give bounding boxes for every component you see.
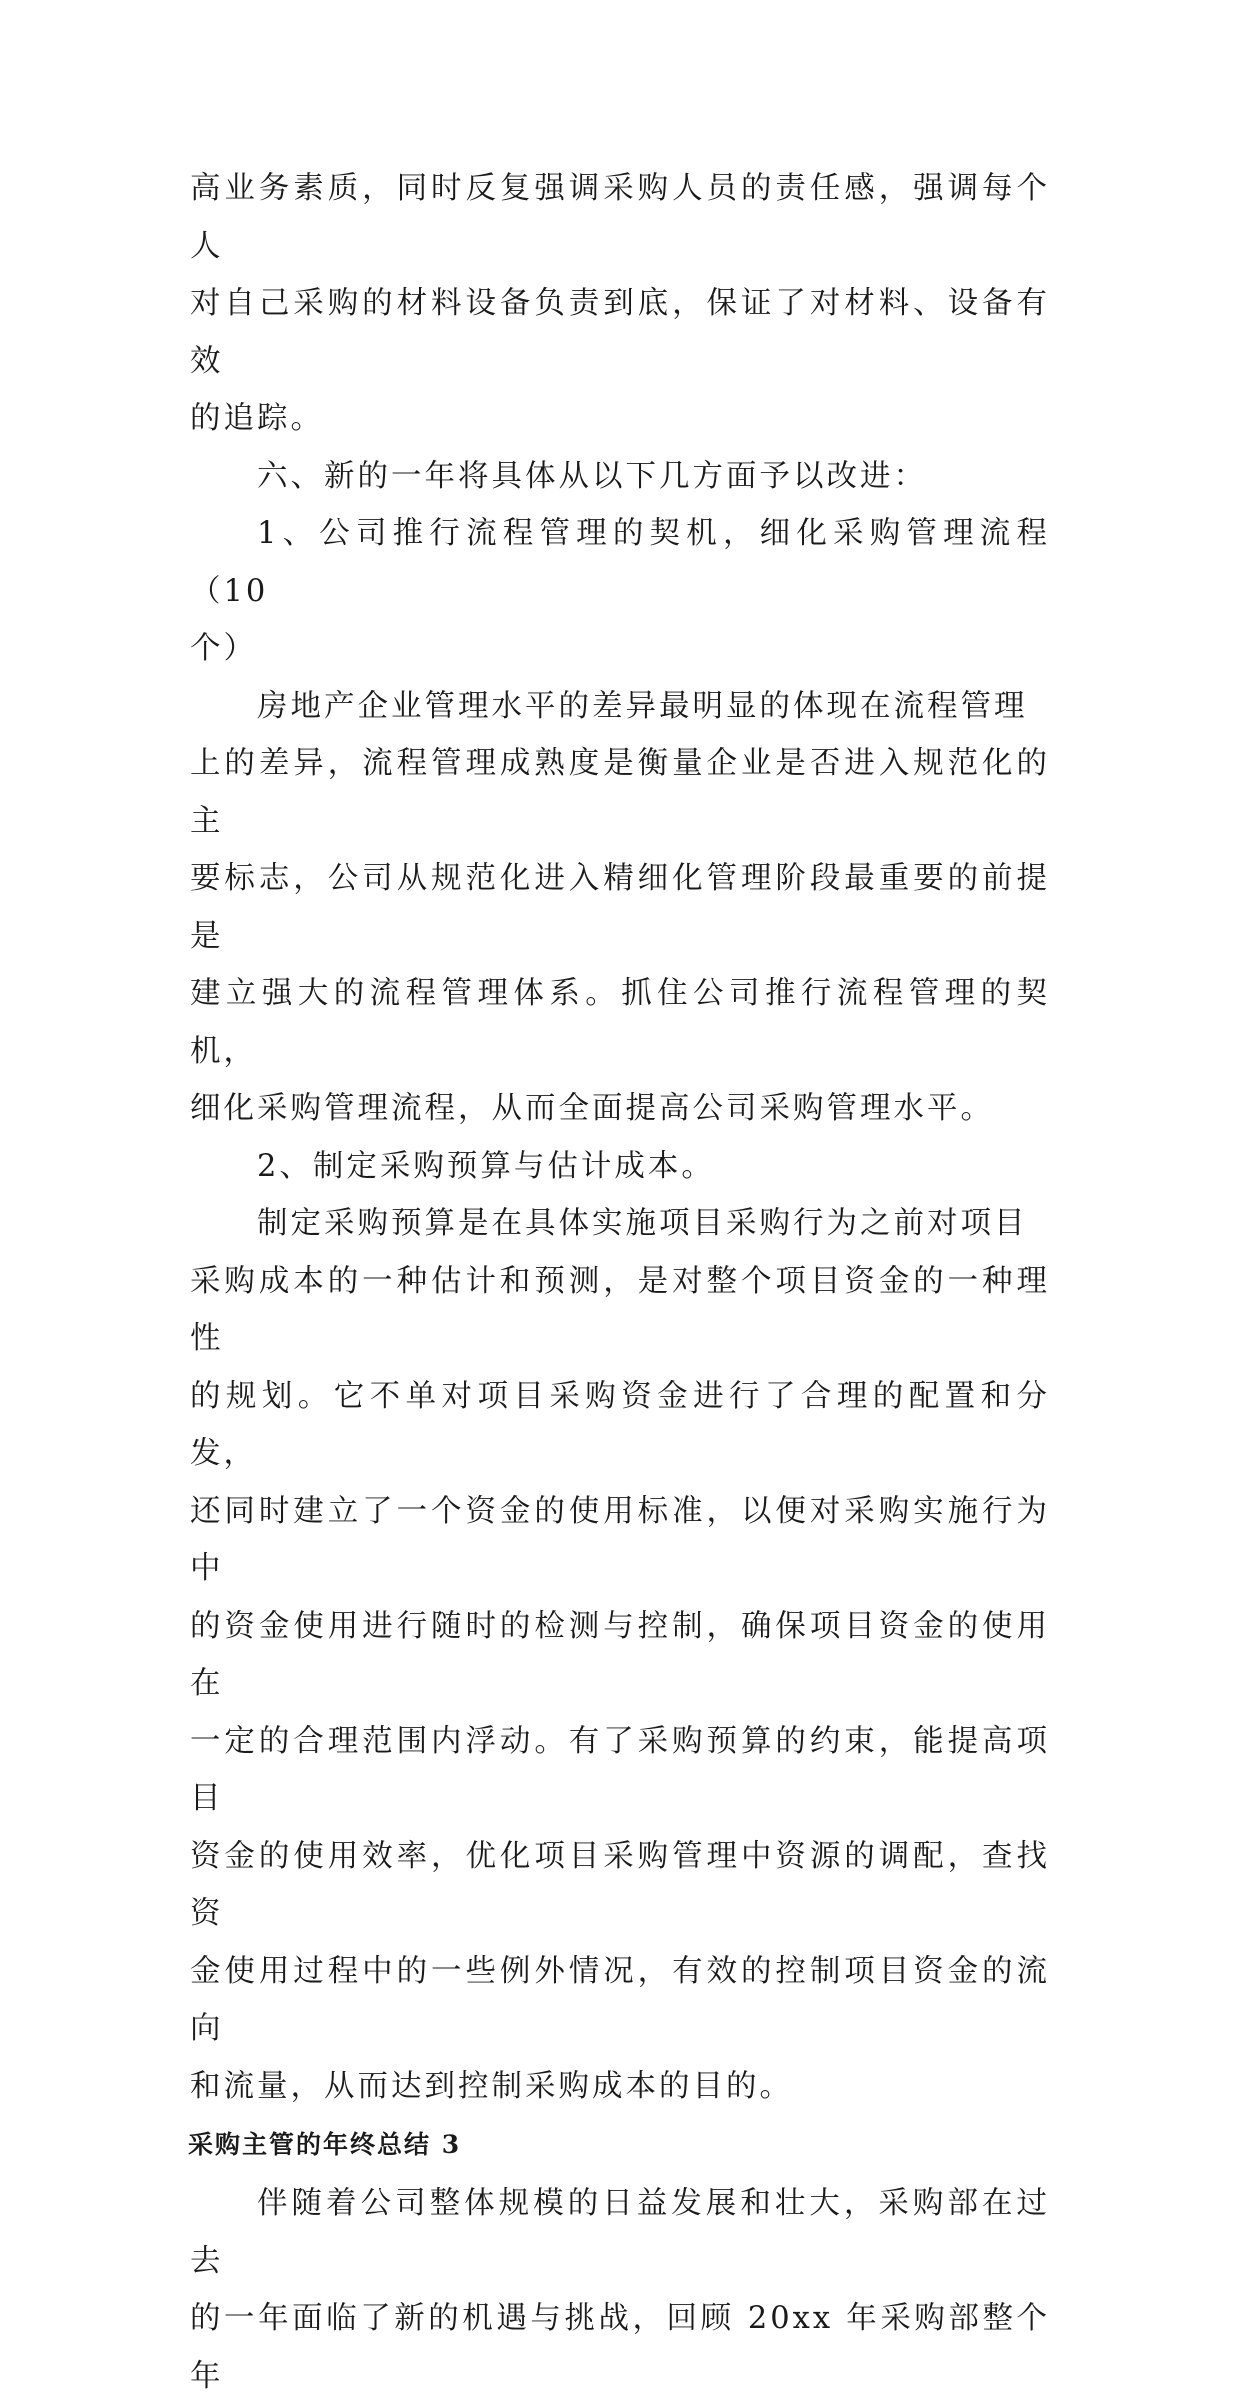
- paragraph-3: 1、公司推行流程管理的契机，细化采购管理流程（10 个）: [190, 516, 1050, 666]
- document-body: [190, 160, 1050, 2405]
- paragraph-5: 2、制定采购预算与估计成本。: [257, 1148, 715, 1184]
- paragraph-final: 伴随着公司整体规模的日益发展和壮大，采购部在过去 的一年面临了新的机遇与挑战，回顾 20xx 年采购部整个年: [190, 2186, 1050, 2394]
- section-heading: 采购主管的年终总结 3: [188, 2130, 462, 2159]
- paragraph-4: 房地产企业管理水平的差异最明显的体现在流程管理 上的差异，流程管理成熟度是衡量企业是否进入规范化的主 要标志，公司从规范化进入精细化管理阶段最重要的前提是 建立强大的流程管理体系。抓住公司推行流程管理的契机， 细化采购管理流程，从而全面提高公司采购管理水平。: [190, 688, 1050, 1126]
- paragraph-1: 高业务素质，同时反复强调采购人员的责任感，强调每个人 对自己采购的材料设备负责到底，保证了对材料、设备有效 的追踪。: [190, 171, 1050, 436]
- paragraph-6: 制定采购预算是在具体实施项目采购行为之前对项目 采购成本的一种估计和预测，是对整个项目资金的一种理性 的规划。它不单对项目采购资金进行了合理的配置和分发， 还同时建立了一个资金的使用标准，以便对采购实施行为中 的资金使用进行随时的检测与控制，确保项目资金的使用在 一定的合理范围内浮动。有了采购预算的约束，能提高项目 资金的使用效率，优化项目采购管理中资源的调配，查找资 金使用过程中的一些例外情况，有效的控制项目资金的流向 和流量，从而达到控制采购成本的目的。: [190, 1206, 1050, 2104]
- paragraph-2: 六、新的一年将具体从以下几方面予以改进：: [257, 458, 927, 494]
